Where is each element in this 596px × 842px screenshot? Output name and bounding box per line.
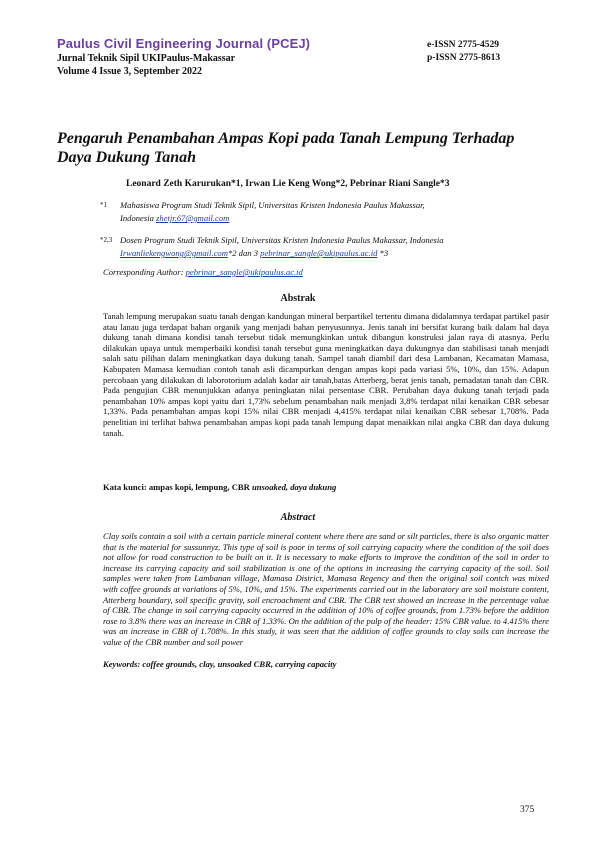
journal-title: Paulus Civil Engineering Journal (PCEJ)	[57, 36, 311, 51]
affiliation-1	[100, 199, 550, 225]
eissn: e-ISSN 2775-4529	[427, 40, 500, 50]
abstrak-keywords-italic: unsoaked, daya dukung	[252, 482, 337, 492]
affiliation-2-end: *3	[377, 248, 389, 258]
paper-title-line-1: Pengaruh Penambahan Ampas Kopi pada Tanah Lempung Terhadap	[57, 130, 515, 147]
paper-title	[57, 129, 547, 167]
page-number: 375	[520, 805, 535, 815]
author-list: Leonard Zeth Karurukan*1, Irwan Lie Keng Wong*2, Pebrinar Riani Sangle*3	[126, 179, 450, 189]
affiliation-2-email-link-1[interactable]: Irwanliekengwong@gmail.com	[120, 248, 228, 258]
affiliation-2	[100, 234, 550, 260]
affiliation-2-line-2	[120, 247, 550, 260]
affiliation-1-line-2	[120, 212, 550, 225]
abstrak-keywords	[103, 482, 336, 492]
corresponding-author-label: Corresponding Author:	[103, 267, 186, 277]
abstrak-text: Tanah lempung merupakan suatu tanah dengan kandungan mineral berpartikel tertentu dimana didalamnya terdapat partikel pasir atau lanau juga terdapat bahan organik yang menjadi bahan penyusunnya. Jenis tanah ini bersifat kurang baik dalam hal daya dukung tanah dimana kondisi tanah tersebut tidak memungkinkan untuk dibangun konstruksi jalan raya di atasnya. Perlu dilakukan upaya untuk memperbaiki kondisi tanah tersebut guna meningkatkan daya dukungnya dan stabilisasi tanah menjadi salah satu pilihan dalam meningkatkan daya dukung tanah. Sampel tanah diambil dari desa Lambanan, Kecamatan Mamasa, Kabupaten Mamasa kemudian contoh tanah asli dicampurkan dengan ampas kopi pada variasi 5%, 10%, dan 15%. Adapun percobaan yang dilakukan di laborotorium adalah kadar air tanah,batas Atterberg, berat jenis tanah, pemadatan tanah dan CBR. Pada pengujian CBR menunjukkan adanya peningkatan nilai persentase CBR. Perubahan daya dukung tanah terjadi pada penambahan 10% ampas kopi yaitu dari 1,73% sebelum penambahan naik menjadi 3,8% terdapat nilai kenaikan CBR sebesar 1,33%. Pada penambahan ampas kopi 15% nilai CBR menjadi 4,415% terdapat nilai kenaikan CBR sebesar 1,708%. Pada penelitian ini terlihat bahwa penambahan ampas kopi pada tanah lempung dapat menaikkan nilai angka CBR dan daya dukung tanah.	[103, 311, 549, 438]
journal-subtitle: Jurnal Teknik Sipil UKIPaulus-Makassar	[57, 53, 236, 64]
corresponding-author-email-link[interactable]: pebrinar_sangle@ukipaulus.ac.id	[185, 267, 303, 277]
journal-volume: Volume 4 Issue 3, September 2022	[57, 66, 203, 77]
affiliation-2-line-1: Dosen Program Studi Teknik Sipil, Universitas Kristen Indonesia Paulus Makassar, Indonesia	[120, 235, 444, 245]
affiliation-1-mark: *1	[100, 201, 107, 209]
affiliation-2-email-link-2[interactable]: pebrinar_sangle@ukipaulus.ac.id	[260, 248, 378, 258]
affiliation-1-country: Indonesia	[120, 213, 157, 223]
abstrak-keywords-label: Kata kunci: ampas kopi, lempung, CBR	[103, 482, 252, 492]
paper-title-line-2: Daya Dukung Tanah	[57, 149, 197, 166]
abstract-heading: Abstract	[280, 512, 316, 523]
pissn: p-ISSN 2775-8613	[427, 53, 501, 63]
corresponding-author	[103, 267, 303, 277]
abstrak-heading: Abstrak	[280, 293, 316, 304]
affiliation-2-mark: *2,3	[100, 236, 113, 244]
affiliation-1-line-1: Mahasiswa Program Studi Teknik Sipil, Universitas Kristen Indonesia Paulus Makassar,	[120, 200, 425, 210]
affiliation-1-email-link[interactable]: zhetjr.67@gmail.com	[156, 213, 230, 223]
abstract-keywords: Keywords: coffee grounds, clay, unsoaked CBR, carrying capacity	[103, 659, 337, 669]
affiliation-2-mid: *2 dan 3	[227, 248, 261, 258]
abstract-text: Clay soils contain a soil with a certain particle mineral content where there are sand or silt particles, there is also organic matter that is the material for sussunnyz. This type of soil is poor in terms of soil carrying capacity where the condition of the soil does not allow for road construction to be built on it. It is necessary to make efforts to improve the condition of the soil in order to increase its carrying capacity and soil stabilization is one of the options in increasing the carrying capacity of the soil. Soil samples were taken from Lambanan village, Mamasa District, Mamasa Regency and then the original soil contch was mixed with coffee grounds at variations of 5%, 10%, and 15%. The experiments carried out in the laboratory are soil moisture content, Atterberg boundary, soil specific gravity, soil encroachment and CBR. The CBR test showed an increase in the percentage value of CBR. The change in soil carrying capacity occurred in the addition of 10% of coffee grounds, from 1.73% before the addition rose to 3.8% there was an increase in CBR of 1.33%. On the addition of the pulp of the header: 15% CBR value. to 4.415% there was an increase in CBR of 1.708%. In this study, it was seen that the addition of coffee grounds to clay soils can increase the value of the CBR number and soil power	[103, 531, 549, 647]
